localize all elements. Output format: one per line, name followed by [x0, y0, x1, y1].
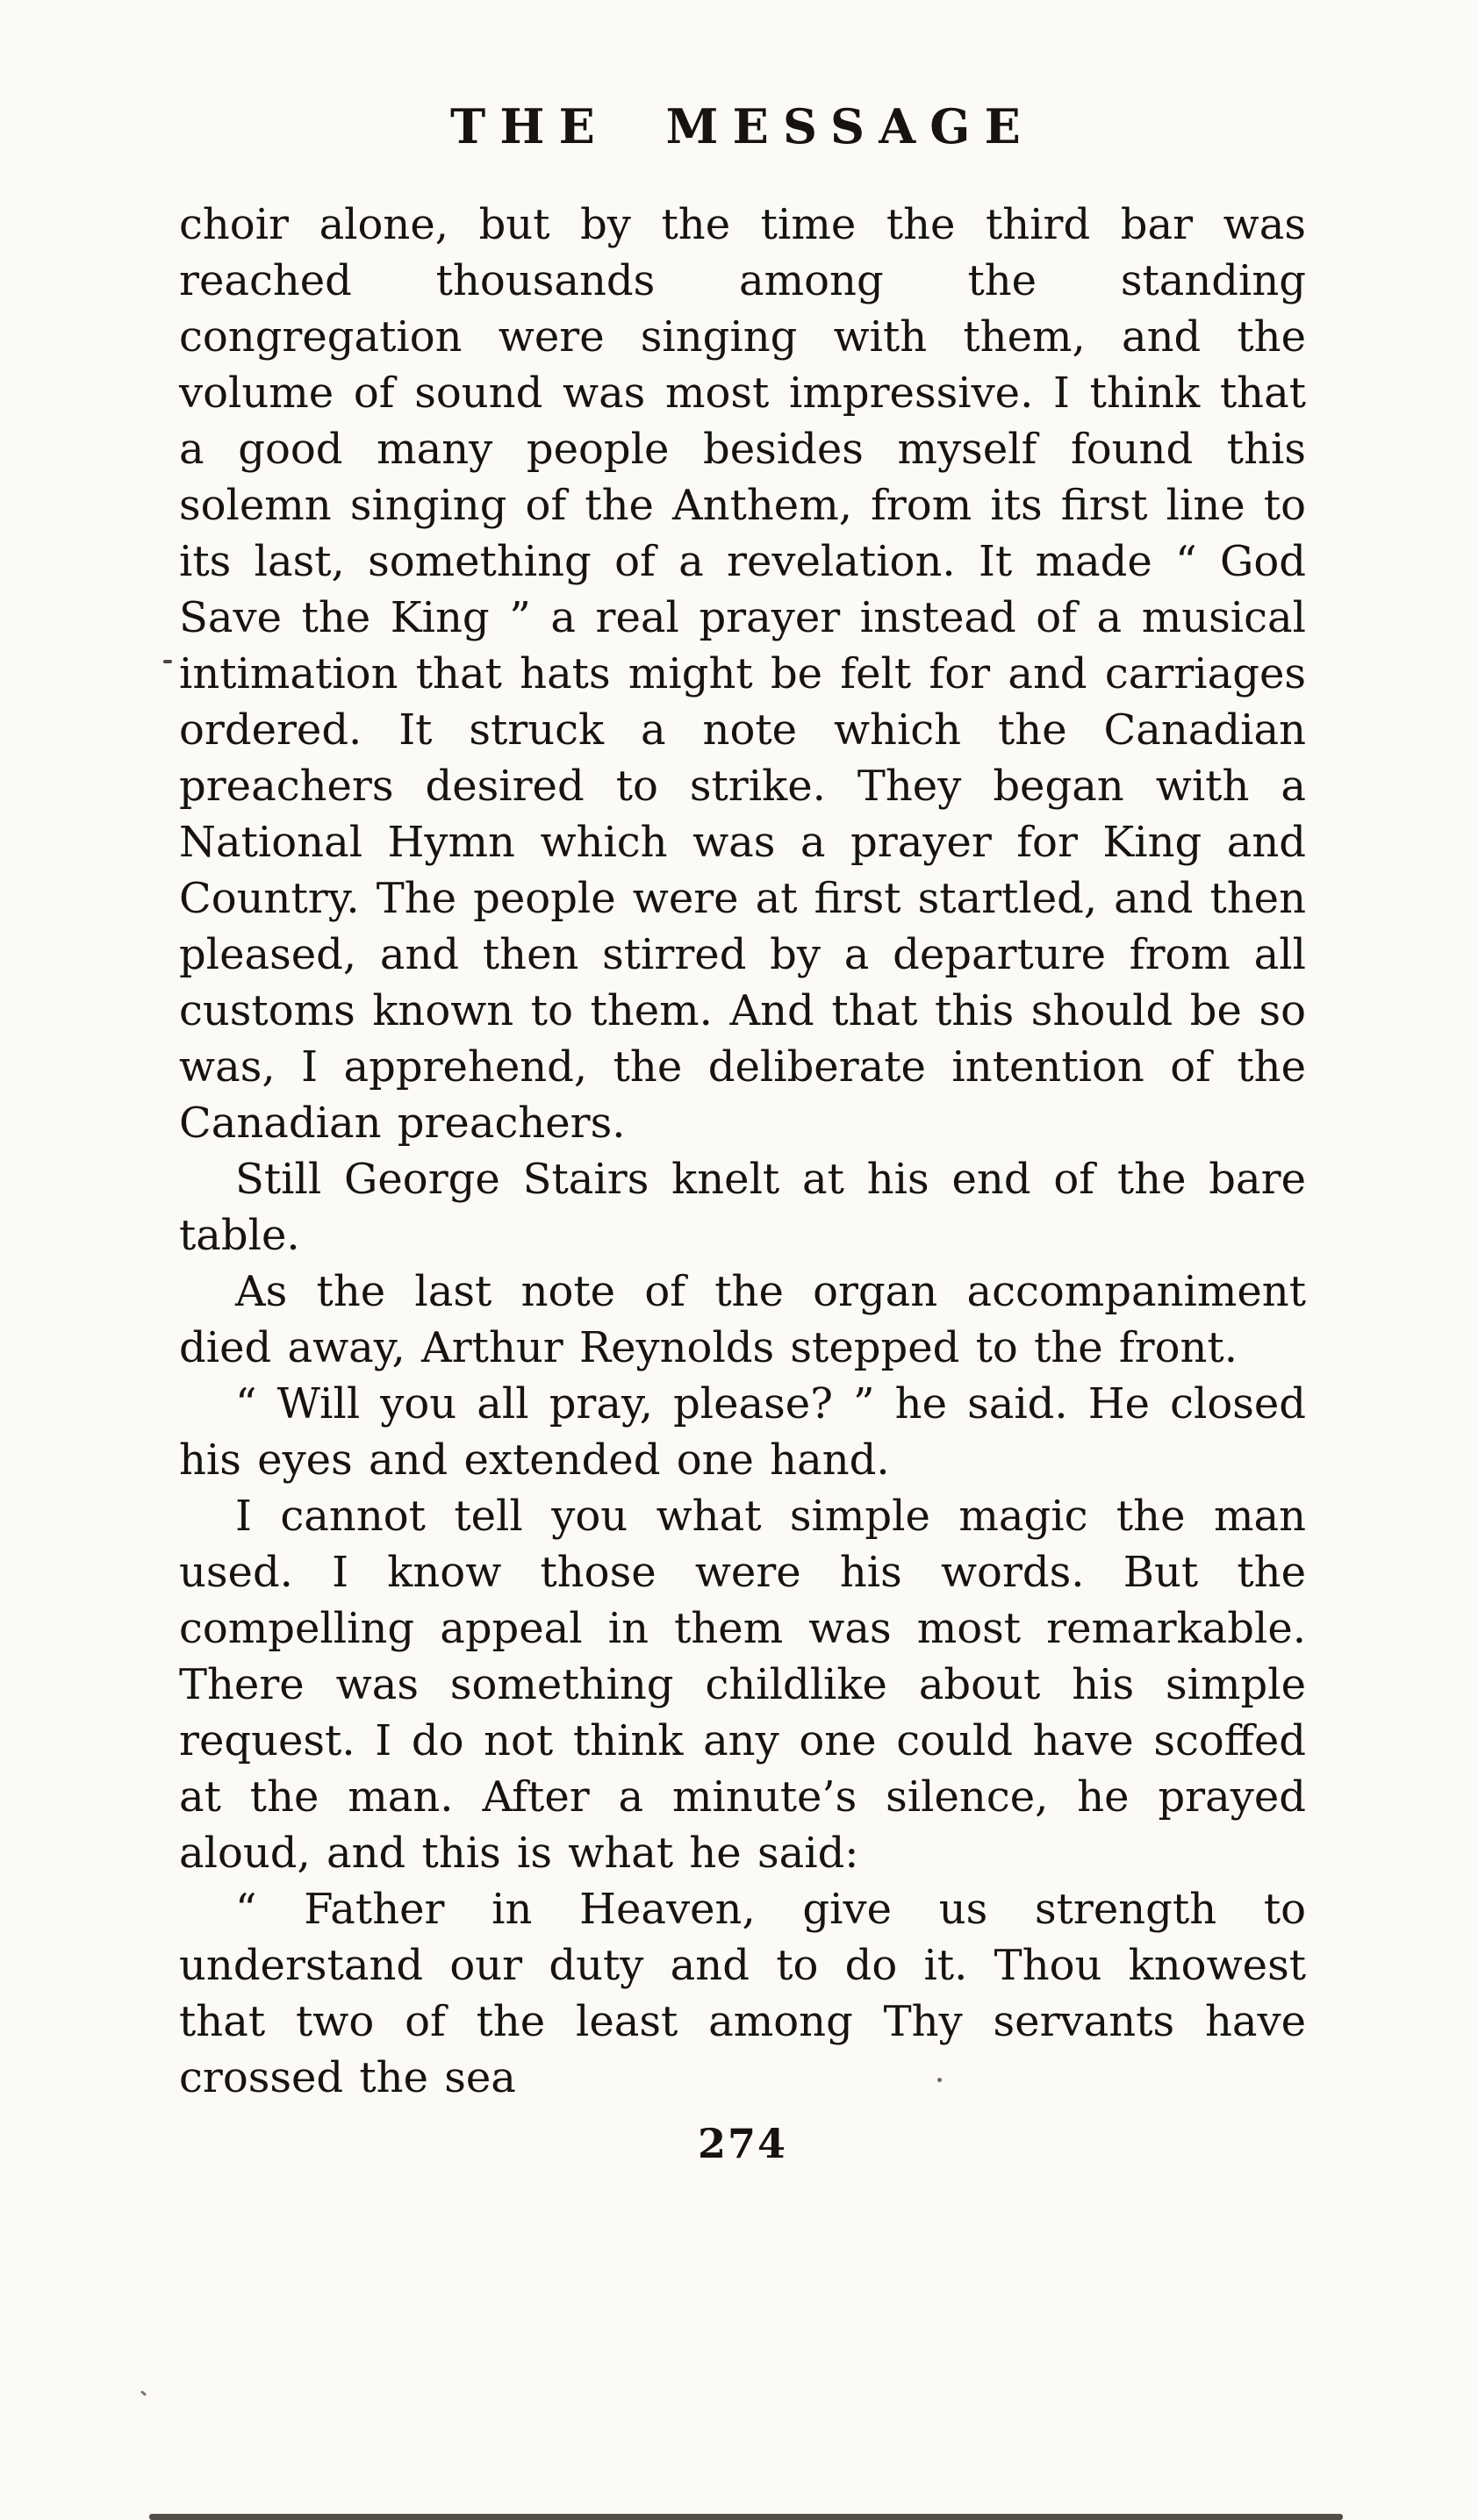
scan-page-edge: [149, 2514, 1343, 2520]
scan-speck: [163, 660, 172, 663]
scan-speck: [140, 2390, 147, 2396]
body-paragraph-5: I cannot tell you what simple magic the man used. I know those were his words. But the compelling appeal in them was most remarkable. There was something childlike about his simple request. I do not think any one could have scoffed at the man. After a minute’s silence, he prayed aloud, and this is what he said:: [179, 1492, 1306, 1878]
body-paragraph-1: choir alone, but by the time the third bar was reached thousands among the standing congregation were singing with them, and the volume of sound was most impressive. I think that a good many people besides myself found this solemn singing of the Anthem, from its first line to its last, something of a revelation. It made “ God Save the King ” a real prayer instead of a musical intimation that hats might be felt for and carriages ordered. It struck a note which the Canadian preachers desired to strike. They began with a National Hymn which was a prayer for King and Country. The people were at first startled, and then pleased, and then stirred by a departure from all customs known to them. And that this should be so was, I apprehend, the deliberate intention of the Canadian preachers.: [179, 200, 1306, 1148]
text-block: [179, 98, 1306, 2167]
scan-speck: [937, 2078, 942, 2082]
page-number: 274: [697, 2120, 788, 2167]
body-paragraph-4: “ Will you all pray, please? ” he said. He closed his eyes and extended one hand.: [179, 1379, 1306, 1485]
running-head-title: THE MESSAGE: [450, 98, 1035, 154]
body-paragraph-2: Still George Stairs knelt at his end of the bare table.: [179, 1155, 1306, 1260]
body-paragraph-3: As the last note of the organ accompaniment died away, Arthur Reynolds stepped to the front.: [179, 1267, 1306, 1372]
body-paragraph-6: “ Father in Heaven, give us strength to understand our duty and to do it. Thou knowest that two of the least among Thy servants have crossed the sea: [179, 1885, 1306, 2102]
